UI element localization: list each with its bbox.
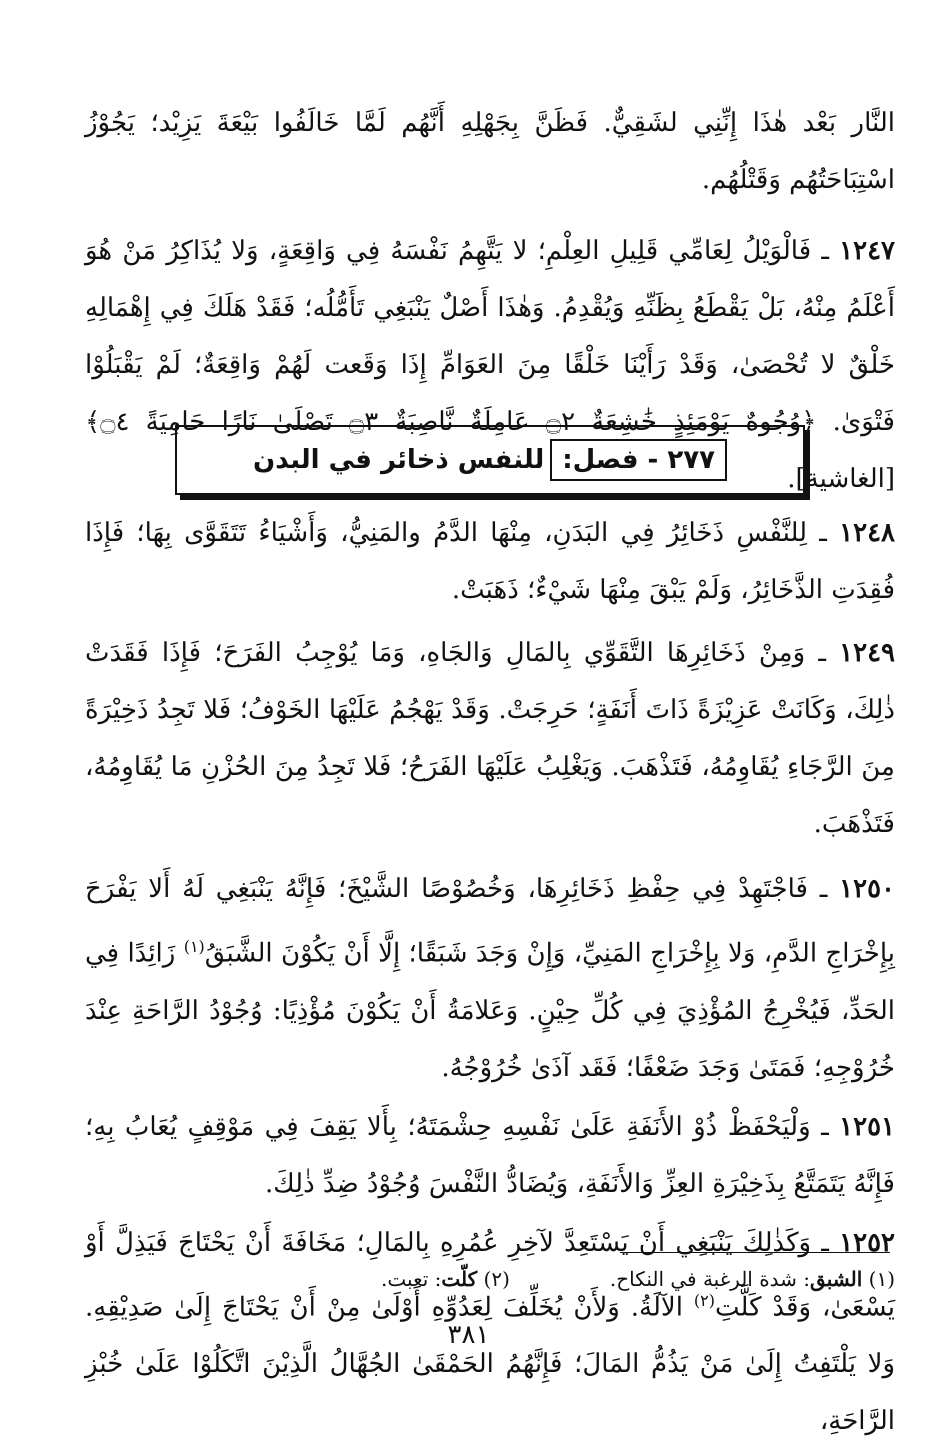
paragraph-number: ١٢٥٠ xyxy=(839,874,895,904)
footnote-text: : تعبت. xyxy=(381,1267,442,1291)
paragraph-text: ـ وَكَذٰلِكَ يَنْبَغِي أَنْ يَسْتَعِدَّ لآخِرِ عُمُرِهِ بِالمَالِ؛ مَخَافَةَ أَنْ يَحْتَاجَ فَيَذِلَّ أَوْ يَسْعَىٰ، وَقَدْ كَلَّتِ xyxy=(85,1227,896,1323)
page-number: ٣٨١ xyxy=(447,1320,490,1350)
paragraph-text: زَائِدًا فِي الحَدِّ، فَيُخْرِجُ المُؤْذِيَ فِي كُلِّ حِيْنٍ. وَعَلامَةُ أَنْ يَكُوْنَ مُؤْذِيًا: وُجُوْدُ الرَّاحَةِ عِنْدَ خُرُوْجِهِ؛ فَمَتَىٰ وَجَدَ ضَعْفًا؛ فَقَد آذَىٰ خُرُوْجُهُ. xyxy=(85,938,895,1083)
footnotes xyxy=(85,1262,895,1296)
paragraph-text: الآلَةُ. وَلأَنْ يُخَلِّفَ لِعَدُوِّهِ أَوْلَىٰ مِنْ أَنْ يَحْتَاجَ إِلَىٰ صَدِيْقِهِ. وَلا يَلْتَفِتُ إِلَىٰ مَنْ يَذُمُّ المَالَ؛ فَإِنَّهُمُ الحَمْقَىٰ الجُهَّالُ الَّذِيْنَ اتَّكَلُوْا عَلَىٰ خُبْزِ الرَّاحَةِ، xyxy=(85,1292,895,1437)
section-heading xyxy=(175,425,805,495)
paragraph-number: ١٢٥٢ xyxy=(839,1227,895,1258)
body-text-bottom xyxy=(85,505,895,1450)
footnote-2 xyxy=(381,1262,510,1296)
section-label: ٢٧٧ - فصل: xyxy=(550,439,727,481)
footnote-divider xyxy=(620,1252,890,1253)
paragraph-text: ـ فَاجْتَهِدْ فِي حِفْظِ ذَخَائِرِهَا، وَخُصُوْصًا الشَّيْخَ؛ فَإِنَّهُ يَنْبَغِي لَهُ أَلا يَفْرَحَ بِإِخْرَاجِ الدَّمِ، وَلا بِإِخْرَاجِ المَنِيِّ، وَإِنْ وَجَدَ شَبَقًا؛ إِلَّا أَنْ يَكُوْنَ الشَّبَقُ xyxy=(85,874,895,969)
footnote-term: الشبق xyxy=(810,1267,863,1291)
paragraph-number: ١٢٤٧ xyxy=(839,236,895,266)
section-title: للنفس ذخائر في البدن xyxy=(253,445,545,475)
footnote-marker: (٢) xyxy=(483,1267,510,1291)
paragraph-text: ـ فَالْوَيْلُ لِعَامِّي قَلِيلِ العِلْمِ؛ لا يَتَّهِمُ نَفْسَهُ فِي وَاقِعَةٍ، وَلا يُذَاكِرُ مَنْ هُوَ أَعْلَمُ مِنْهُ، بَلْ يَقْطَعُ بِظَنِّهِ وَيُقْدِمُ. وَهٰذَا أَصْلٌ يَنْبَغِي تَأَمُّلُه؛ فَقَدْ هَلَكَ فِي إِهْمَالِهِ خَلْقٌ لا تُحْصَىٰ، وَقَدْ رَأَيْنَا خَلْقًا مِنَ العَوَامِّ إِذَا وَقَعت لَهُمْ وَاقِعَةٌ؛ لَمْ يَقْبَلُوْا فَتْوَىٰ. ﴿وُجُوهٌ يَوْمَئِذٍ خَٰشِعَةٌ ۝٢ عَامِلَةٌ نَّاصِبَةٌ ۝٣ تَصْلَىٰ نَارًا حَامِيَةً ۝٤﴾ [الغاشية]. xyxy=(85,236,895,494)
paragraph-1251 xyxy=(85,1099,895,1213)
paragraph-text: ـ وَمِنْ ذَخَائِرِهَا التَّقَوِّي بِالمَالِ وَالجَاهِ، وَمَا يُوْجِبُ الفَرَحَ؛ فَإِذَا فَقَدَتْ ذٰلِكَ، وَكَانَتْ عَزِيْزَةً ذَاتَ أَنَفَةٍ؛ حَرِجَتْ. وَقَدْ يَهْجُمُ عَلَيْهَا الخَوْفُ؛ فَلا تَجِدُ ذَخِيْرَةً مِنَ الرَّجَاءِ يُقَاوِمُهُ، فَتَذْهَبَ. وَيَغْلِبُ عَلَيْهَا الفَرَحُ؛ فَلا تَجِدُ مِنَ الحُزْنِ مَا يُقَاوِمُهُ، فَتَذْهَبَ. xyxy=(85,638,895,839)
paragraph-1248 xyxy=(85,505,895,619)
paragraph-1250 xyxy=(85,861,895,1097)
paragraph-continuation: النَّار بَعْد هٰذَا إِنِّنِي لشَقِيٌّ. فَظَنَّ بِجَهْلِهِ أَنَّهُم لَمَّا خَالَفُوا بَيْعَةَ يَزِيْد؛ يَجُوْزُ اسْتِبَاحَتُهُم وَقَتْلُهُم. xyxy=(85,108,895,195)
footnote-marker: (١) xyxy=(868,1267,895,1291)
footnote-marker[interactable]: (٢) xyxy=(693,1290,715,1310)
footnote-text: : شدة الرغبة في النكاح. xyxy=(609,1267,811,1291)
paragraph-number: ١٢٤٩ xyxy=(839,638,895,668)
footnote-1 xyxy=(610,1262,895,1296)
paragraph-number: ١٢٤٨ xyxy=(839,518,895,548)
footnote-term: كلّت xyxy=(441,1267,478,1291)
paragraph-text: ـ لِلنَّفْسِ ذَخَائِرُ فِي البَدَنِ، مِنْهَا الدَّمُ والمَنِيُّ، وَأَشْيَاءُ تَتَقَوَّى بِهَا؛ فَإِذَا فُقِدَتِ الذَّخَائِرُ، وَلَمْ يَبْقَ مِنْهَا شَيْءٌ؛ ذَهَبَتْ. xyxy=(85,518,895,605)
footnote-marker[interactable]: (١) xyxy=(183,937,205,956)
paragraph-1249 xyxy=(85,625,895,853)
paragraph-number: ١٢٥١ xyxy=(839,1111,895,1142)
paragraph-text: ـ وَلْيَحْفَظْ ذُوْ الأَنَفَةِ عَلَىٰ نَفْسِهِ حِشْمَتَهُ؛ بِأَلا يَقِفَ فِي مَوْقِفٍ يُعَابُ بِهِ؛ فَإِنَّهُ يَتَمَتَّعُ بِذَخِيْرَةِ العِزِّ وَالأَنَفَةِ، وَيُضَادُّ النَّفْسَ وُجُوْدُ ضِدِّ ذٰلِكَ. xyxy=(85,1111,895,1199)
